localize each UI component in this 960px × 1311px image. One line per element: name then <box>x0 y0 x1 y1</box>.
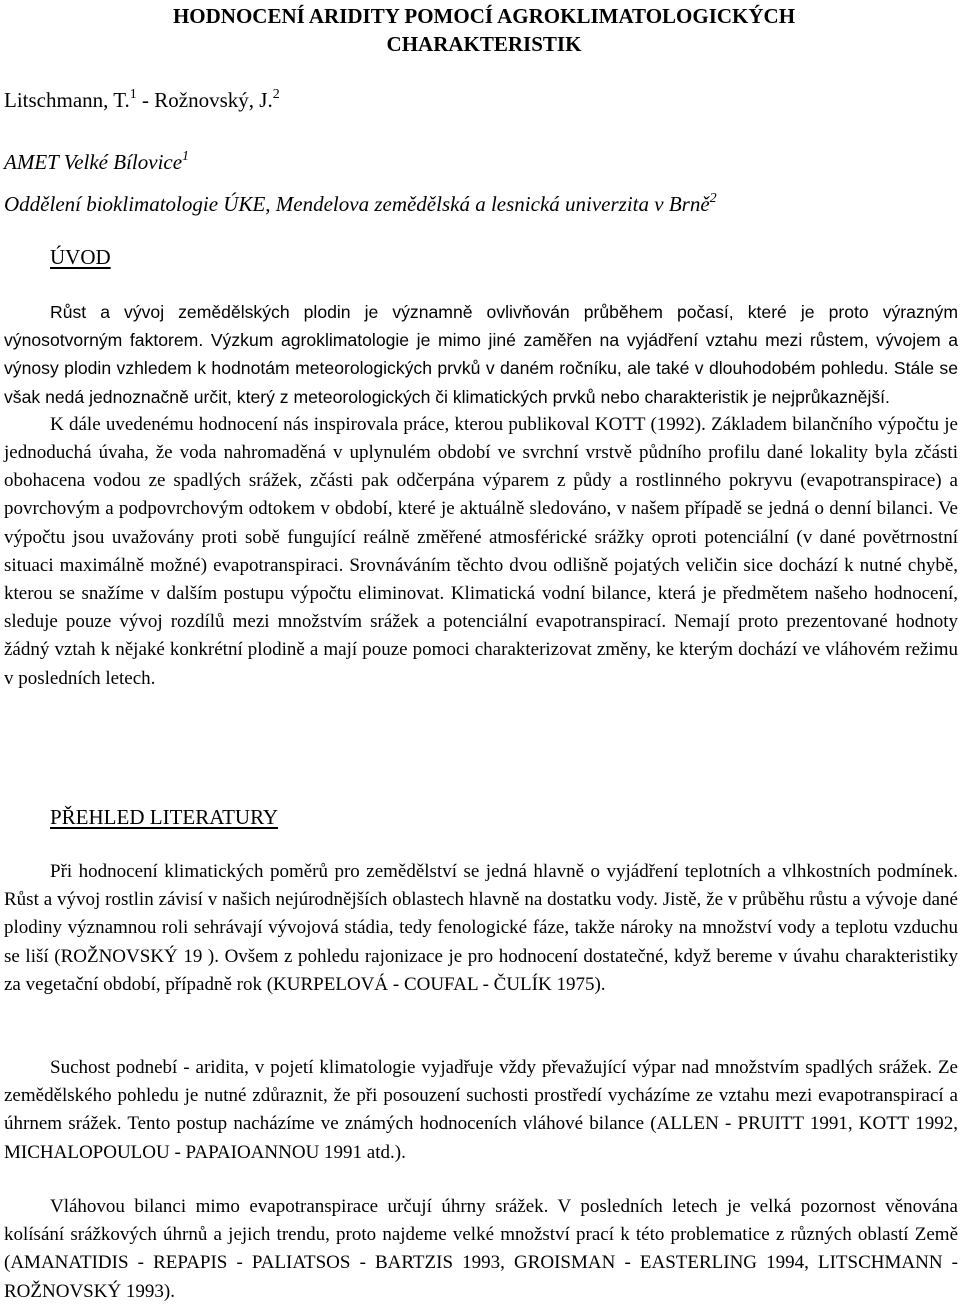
section-heading-literatura: PŘEHLED LITERATURY <box>50 805 279 829</box>
section-body-literatura <box>4 858 958 999</box>
author-line <box>4 86 280 114</box>
paragraph-uvod-1: Růst a vývoj zemědělských plodin je významně ovlivňován průběhem počasí, které je proto výrazným výnosotvorným faktorem. Výzkum agroklimatologie je mimo jiné zaměřen na vyjádření vztahu mezi růstem, vývojem a výnosy plodin vzhledem k hodnotám meteorologických prvků v daném ročníku, ale také v dlouhodobém pohledu. Stále se však nedá jednoznačně určit, který z meteorologických či klimatických prvků nebo charakteristik je nejprůkaznější. <box>4 302 958 407</box>
affiliation-2-mark: 2 <box>709 191 717 206</box>
author-1: Litschmann, T. <box>4 88 130 112</box>
author-2: Rožnovský, J. <box>154 88 273 112</box>
section-heading-uvod: ÚVOD <box>50 245 111 269</box>
paragraph-lit-3: Vláhovou bilanci mimo evapotranspirace určují úhrny srážek. V posledních letech je velká pozornost věnována kolísání srážkových úhrnů a jejich trendu, proto najdeme velké množství prací k této problematice z různých oblastí Země (AMANATIDIS - REPAPIS - PALIATSOS - BARTZIS 1993, GROISMAN - EASTERLING 1994, LITSCHMANN - ROŽNOVSKÝ 1993). <box>4 1196 958 1302</box>
affiliation-1 <box>4 148 189 176</box>
affiliation-1-text: AMET Velké Bílovice <box>4 150 183 174</box>
author-2-affiliation-mark: 2 <box>272 87 280 102</box>
section-body-uvod <box>4 298 958 693</box>
paragraph-uvod-2: K dále uvedenému hodnocení nás inspirovala práce, kterou publikoval KOTT (1992). Základem bilančního výpočtu je jednoduchá úvaha, že voda nahromaděná v uplynulém období ve svrchní vrstvě půdního profilu dané lokality byla zčásti obohacena vodou ze spadlých srážek, zčásti pak odčerpána výparem z půdy a rostlinného pokryvu (evapotranspirace) a povrchovým a podpovrchovým odtokem v období, které je aktuálně sledováno, v našem případě se jedná o denní bilanci. Ve výpočtu jsou uvažovány proti sobě fungující reálně změřené atmosférické srážky oproti potenciální (v dané povětrnostní situaci maximálně možné) evapotranspiraci. Srovnáváním těchto dvou odlišně pojatých veličin sice dochází k nutné chybě, kterou se snažíme v dalším postupu výpočtu eliminovat. Klimatická vodní bilance, která je předmětem našeho hodnocení, sleduje pouze vývoj rozdílů mezi množstvím srážek a potenciální evapotranspirací. Nemají proto prezentované hodnoty žádný vztah k nějaké konkrétní plodině a mají pouze pomoci charakterizovat změny, ke kterým dochází ve vláhovém režimu v posledních letech. <box>4 413 958 689</box>
section-body-literatura-2 <box>4 1054 958 1167</box>
affiliation-1-mark: 1 <box>182 149 190 164</box>
affiliation-2-text: Oddělení bioklimatologie ÚKE, Mendelova zemědělská a lesnická univerzita v Brně <box>4 192 710 216</box>
paper-title-line1: HODNOCENÍ ARIDITY POMOCÍ AGROKLIMATOLOGICKÝCH <box>172 4 796 28</box>
paragraph-lit-2: Suchost podnebí - aridita, v pojetí klimatologie vyjadřuje vždy převažující výpar nad množstvím spadlých srážek. Ze zemědělského pohledu je nutné zdůraznit, že při posouzení suchosti prostředí vycházíme ze vztahu mezi evapotranspirací a úhrnem srážek. Tento postup nacházíme ve známých hodnoceních vláhové bilance (ALLEN - PRUITT 1991, KOTT 1992, MICHALOPOULOU - PAPAIOANNOU 1991 atd.). <box>4 1057 958 1163</box>
author-1-affiliation-mark: 1 <box>129 87 137 102</box>
paper-title <box>4 2 958 58</box>
section-body-literatura-3 <box>4 1193 958 1306</box>
paper-title-line2: CHARAKTERISTIK <box>386 32 582 56</box>
paragraph-lit-1: Při hodnocení klimatických poměrů pro zemědělství se jedná hlavně o vyjádření teplotních a vlhkostních podmínek. Růst a vývoj rostlin závisí v našich nejúrodnějších oblastech hlavně na dostatku vody. Jistě, že v průběhu růstu a vývoje dané plodiny významnou roli sehrávají vývojová stádia, tedy fenologické fáze, takže nároky na množství vody a teplotu vzduchu se liší (ROŽNOVSKÝ 19 ). Ovšem z pohledu rajonizace je pro hodnocení dostatečné, když bereme v úvahu charakteristiky za vegetační období, případně rok (KURPELOVÁ - COUFAL - ČULÍK 1975). <box>4 861 958 995</box>
affiliation-2 <box>4 190 717 218</box>
author-separator: - <box>136 88 155 112</box>
